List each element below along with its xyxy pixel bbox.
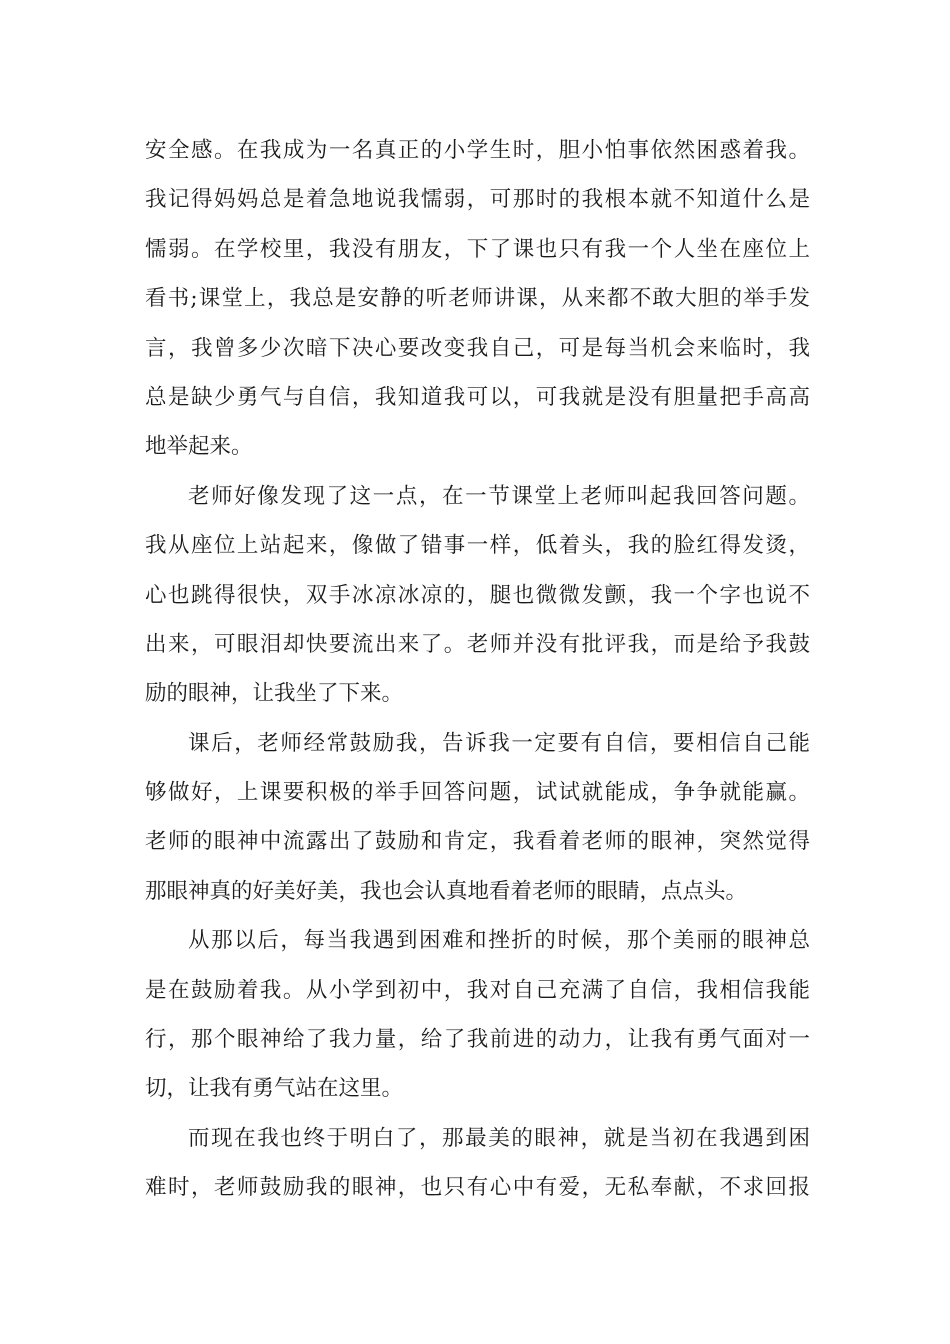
text-line: 总是缺少勇气与自信，我知道我可以，可我就是没有胆量把手高高 (145, 384, 810, 410)
text-line: 励的眼神，让我坐了下来。 (145, 681, 404, 707)
text-line: 难时，老师鼓励我的眼神，也只有心中有爱，无私奉献，不求回报 (145, 1175, 810, 1201)
text-line: 是在鼓励着我。从小学到初中，我对自己充满了自信，我相信我能 (145, 977, 810, 1003)
text-line: 那眼神真的好美好美，我也会认真地看着老师的眼睛，点点头。 (145, 878, 748, 904)
text-line: 我记得妈妈总是着急地说我懦弱，可那时的我根本就不知道什么是 (145, 187, 810, 213)
text-line: 地举起来。 (145, 434, 253, 460)
text-line: 老师好像发现了这一点，在一节课堂上老师叫起我回答问题。 (188, 483, 810, 509)
text-line: 安全感。在我成为一名真正的小学生时，胆小怕事依然困惑着我。 (145, 138, 810, 163)
text-line: 心也跳得很快，双手冰凉冰凉的，腿也微微发颤，我一个字也说不 (145, 582, 810, 608)
text-line: 切，让我有勇气站在这里。 (145, 1076, 404, 1102)
text-line: 我从座位上站起来，像做了错事一样，低着头，我的脸红得发烫， (145, 533, 810, 559)
text-line: 看书;课堂上，我总是安静的听老师讲课，从来都不敢大胆的举手发 (145, 286, 810, 312)
body-text (145, 126, 810, 1213)
text-line: 言，我曾多少次暗下决心要改变我自己，可是每当机会来临时，我 (145, 335, 810, 361)
text-line: 而现在我也终于明白了，那最美的眼神，就是当初在我遇到困 (188, 1125, 810, 1151)
text-line: 出来，可眼泪却快要流出来了。老师并没有批评我，而是给予我鼓 (145, 631, 810, 657)
text-line: 够做好，上课要积极的举手回答问题，试试就能成，争争就能赢。 (145, 780, 810, 806)
text-line: 懦弱。在学校里，我没有朋友，下了课也只有我一个人坐在座位上 (145, 236, 810, 262)
text-line: 行，那个眼神给了我力量，给了我前进的动力，让我有勇气面对一 (145, 1027, 810, 1053)
text-line: 老师的眼神中流露出了鼓励和肯定，我看着老师的眼神，突然觉得 (145, 829, 810, 855)
text-line: 课后，老师经常鼓励我，告诉我一定要有自信，要相信自己能 (188, 730, 810, 756)
text-line: 从那以后，每当我遇到困难和挫折的时候，那个美丽的眼神总 (188, 928, 810, 954)
